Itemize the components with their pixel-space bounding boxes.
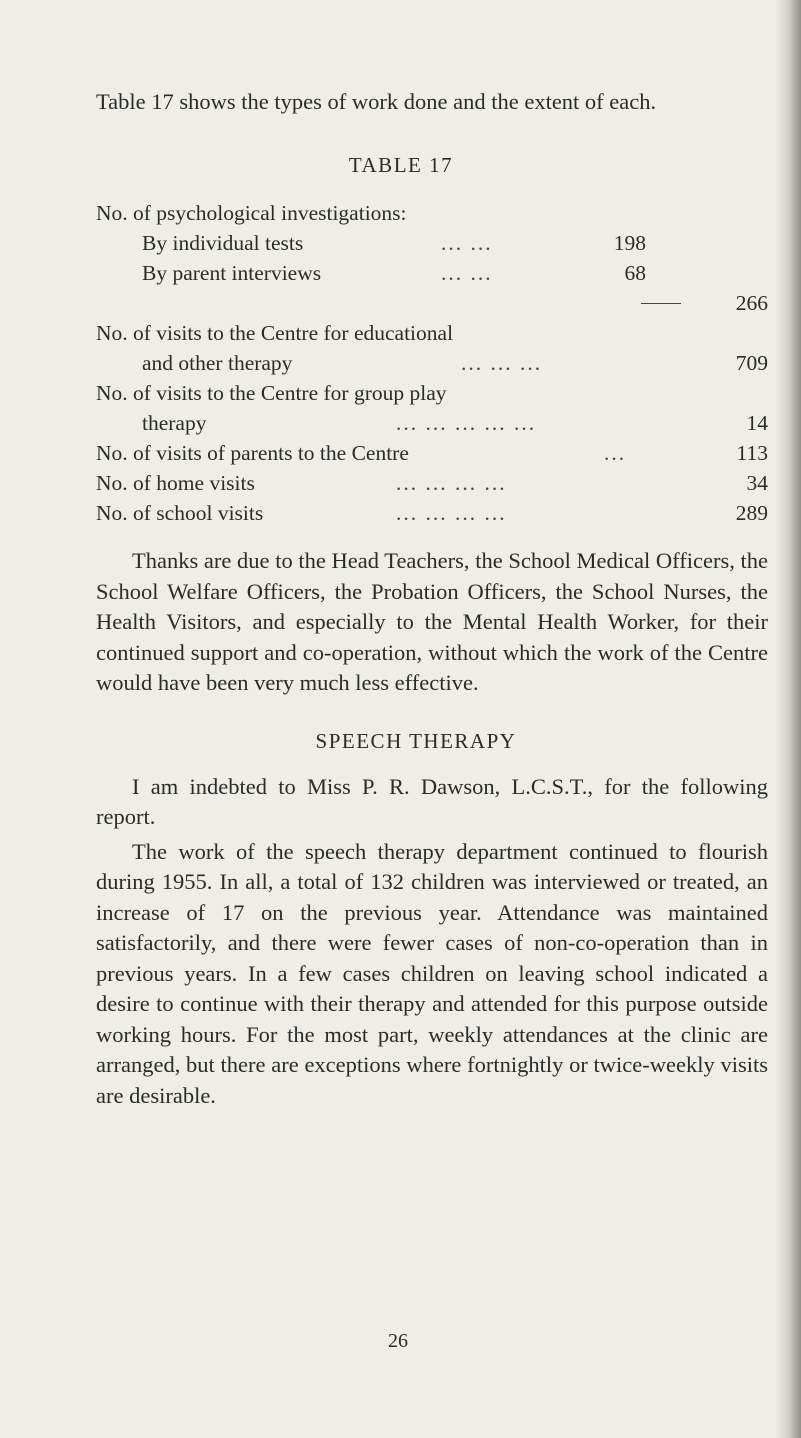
sum-rule: [641, 303, 681, 304]
subtotal-value: 68: [624, 261, 646, 285]
dot-leaders: ... ...: [441, 231, 493, 255]
statistics-table: [96, 198, 776, 528]
intro-paragraph: Table 17 shows the types of work done and the extent of each.: [96, 89, 657, 114]
total-value: 709: [735, 351, 768, 375]
row-label: No. of psychological investigations:: [96, 201, 407, 225]
table-row: [96, 498, 776, 528]
row-label: No. of visits to the Centre for group play: [96, 381, 447, 405]
row-label: No. of visits to the Centre for educational: [96, 321, 454, 345]
dot-leaders: ... ... ... ...: [396, 501, 507, 525]
row-label: By parent interviews: [142, 261, 322, 285]
table-row: [96, 408, 776, 438]
total-value: 289: [735, 501, 768, 525]
table-row: [96, 228, 776, 258]
subtotal-value: 198: [613, 231, 646, 255]
table-row: [96, 438, 776, 468]
dot-leaders: ... ... ... ...: [396, 471, 507, 495]
table-row: [96, 318, 776, 348]
row-label: No. of home visits: [96, 471, 255, 495]
total-value: 34: [746, 471, 768, 495]
total-value: 14: [746, 411, 768, 435]
total-value: 113: [736, 441, 768, 465]
section-heading-speech-therapy: SPEECH THERAPY: [315, 728, 517, 753]
table-row: [96, 258, 776, 288]
thanks-paragraph: Thanks are due to the Head Teachers, the School Medical Officers, the School Welfare Officers, the Probation Officers, the School Nurses, the Health Visitors, and especially to the Mental Health Worker, for their continued support and co-operation, without which the work of the Centre would have been very much less effective.: [96, 548, 768, 695]
dot-leaders: ... ... ...: [461, 351, 543, 375]
dot-leaders: ... ... ... ... ...: [396, 411, 537, 435]
table-row: [96, 288, 776, 318]
row-label: and other therapy: [142, 351, 293, 375]
total-value: 266: [735, 291, 768, 315]
table-title: TABLE 17: [348, 153, 454, 177]
table-row: [96, 348, 776, 378]
table-row: [96, 378, 776, 408]
table-row: [96, 468, 776, 498]
dot-leaders: ...: [604, 441, 627, 465]
speech-paragraph-intro: I am indebted to Miss P. R. Dawson, L.C.S.T., for the following report.: [96, 773, 768, 829]
document-page: [96, 86, 776, 1111]
table-row: [96, 198, 776, 228]
row-label: No. of school visits: [96, 501, 264, 525]
page-edge-shadow: [775, 0, 801, 1438]
row-label: No. of visits of parents to the Centre: [96, 441, 409, 465]
speech-paragraph-report: The work of the speech therapy department continued to flourish during 1955. In all, a total of 132 children was interviewed or treated, an increase of 17 on the previous year. Attendance was maintained satisfactorily, and there were fewer cases of non-co-operation than in previous years. In a few cases children on leaving school indicated a desire to continue with their therapy and attended for this purpose outside working hours. For the most part, weekly attendances at the clinic are arranged, but there are exceptions where fortnightly or twice-weekly visits are desirable.: [96, 838, 768, 1108]
page-number: 26: [388, 1330, 408, 1352]
dot-leaders: ... ...: [441, 261, 493, 285]
row-label: By individual tests: [142, 231, 304, 255]
row-label: therapy: [142, 411, 207, 435]
